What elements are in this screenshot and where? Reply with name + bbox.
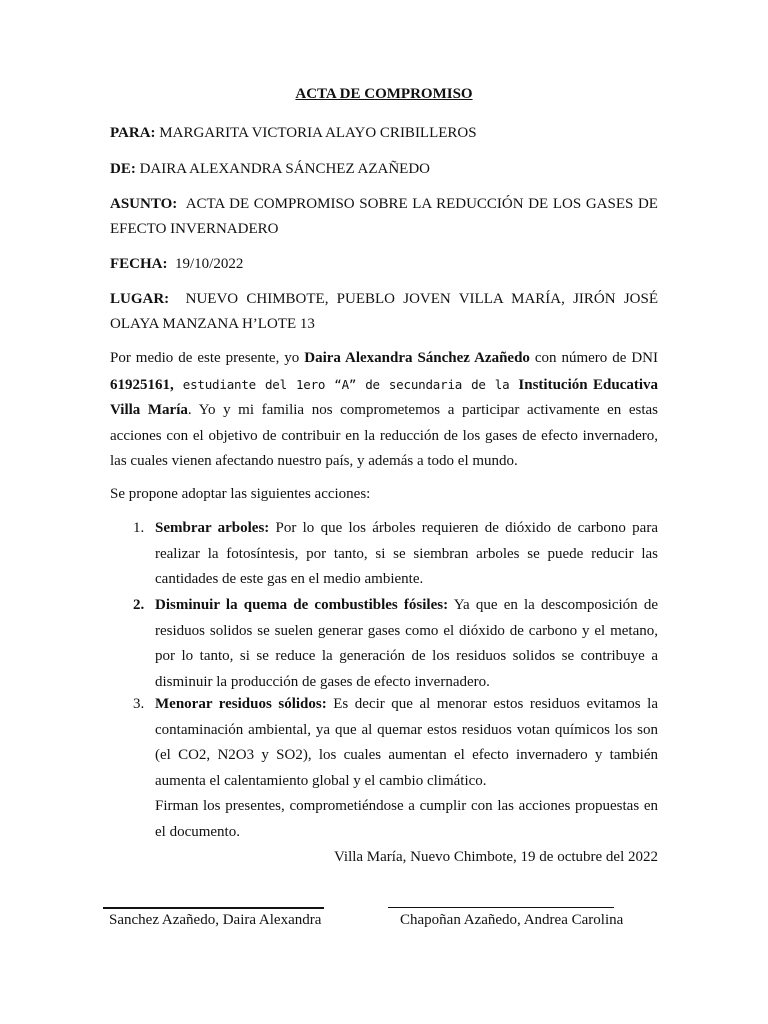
signatory-name-2: Chapoñan Azañedo, Andrea Carolina xyxy=(400,912,624,928)
fecha-field xyxy=(110,252,658,277)
closing-paragraph: Firman los presentes, comprometiéndose a cumplir con las acciones propuestas en el documento. xyxy=(155,798,658,840)
signature-line-2 xyxy=(388,907,614,908)
action-title: Menorar residuos sólidos: xyxy=(155,696,327,712)
student-name: Daira Alexandra Sánchez Azañedo xyxy=(304,350,530,366)
place-date: Villa María, Nuevo Chimbote, 19 de octubre del 2022 xyxy=(333,849,658,865)
lugar-value: NUEVO CHIMBOTE, PUEBLO JOVEN VILLA MARÍA, JIRÓN JOSÉ OLAYA MANZANA H’LOTE 13 xyxy=(110,291,658,332)
intro-text-1: Por medio de este presente, yo xyxy=(110,350,305,366)
action-number: 1. xyxy=(133,520,145,536)
school-name: Institución Educativa Villa María xyxy=(110,376,658,418)
para-field xyxy=(110,121,658,146)
de-field xyxy=(110,157,658,182)
intro-paragraph xyxy=(110,346,658,475)
action-title: Disminuir la quema de combustibles fósiles: xyxy=(155,597,449,613)
signature-line-1 xyxy=(103,907,324,909)
para-label: PARA: xyxy=(110,125,156,141)
lugar-label: LUGAR: xyxy=(110,291,170,307)
action-text: Ya que en la descomposición de residuos solidos se suelen generar gases como el dióxido de carbono y el metano, por lo tanto, si se reduce la generación de los residuos solidos se contribuye a disminuir la producción de gases de efecto invernadero. xyxy=(155,597,658,690)
propose-line: Se propone adoptar las siguientes acciones: xyxy=(110,486,371,502)
action-title: Sembrar arboles: xyxy=(155,520,270,536)
de-value: DAIRA ALEXANDRA SÁNCHEZ AZAÑEDO xyxy=(139,161,431,177)
asunto-label: ASUNTO: xyxy=(110,196,178,212)
fecha-value: 19/10/2022 xyxy=(175,256,244,272)
document-title: ACTA DE COMPROMISO xyxy=(295,86,473,102)
intro-text-4: . Yo y mi familia nos comprometemos a participar activamente en estas acciones con el objetivo de contribuir en la reducción de los gases de efecto invernadero, las cuales vienen afectando nuestro país, y además a todo el mundo. xyxy=(110,402,658,469)
fecha-label: FECHA: xyxy=(110,256,168,272)
lugar-field xyxy=(110,287,658,337)
para-value: MARGARITA VICTORIA ALAYO CRIBILLEROS xyxy=(159,125,477,141)
action-item-1 xyxy=(133,516,658,593)
action-number: 2. xyxy=(133,597,145,613)
intro-text-2: con número de DNI xyxy=(529,350,659,366)
intro-text-3: estudiante del 1ero “A” de secundaria de la xyxy=(173,376,519,392)
asunto-value: ACTA DE COMPROMISO SOBRE LA REDUCCIÓN DE LOS GASES DE EFECTO INVERNADERO xyxy=(110,196,658,237)
action-text: Por lo que los árboles requieren de dióxido de carbono para realizar la fotosíntesis, por tanto, si se siembran arboles se puede reducir las cantidades de este gas en el medio ambiente. xyxy=(155,520,658,587)
action-number: 3. xyxy=(133,696,145,712)
action-item-2 xyxy=(133,593,658,695)
dni-number: 61925161, xyxy=(110,376,174,393)
action-item-3 xyxy=(133,692,658,794)
action-text: Es decir que al menorar estos residuos evitamos la contaminación ambiental, ya que al quemar estos residuos votan químicos los son (el CO2, N2O3 y SO2), los cuales aumentan el efecto invernadero y también aumenta el calentamiento global y el cambio climático. xyxy=(155,696,658,789)
asunto-field xyxy=(110,192,658,242)
de-label: DE: xyxy=(110,161,136,177)
signatory-name-1: Sanchez Azañedo, Daira Alexandra xyxy=(109,912,322,928)
